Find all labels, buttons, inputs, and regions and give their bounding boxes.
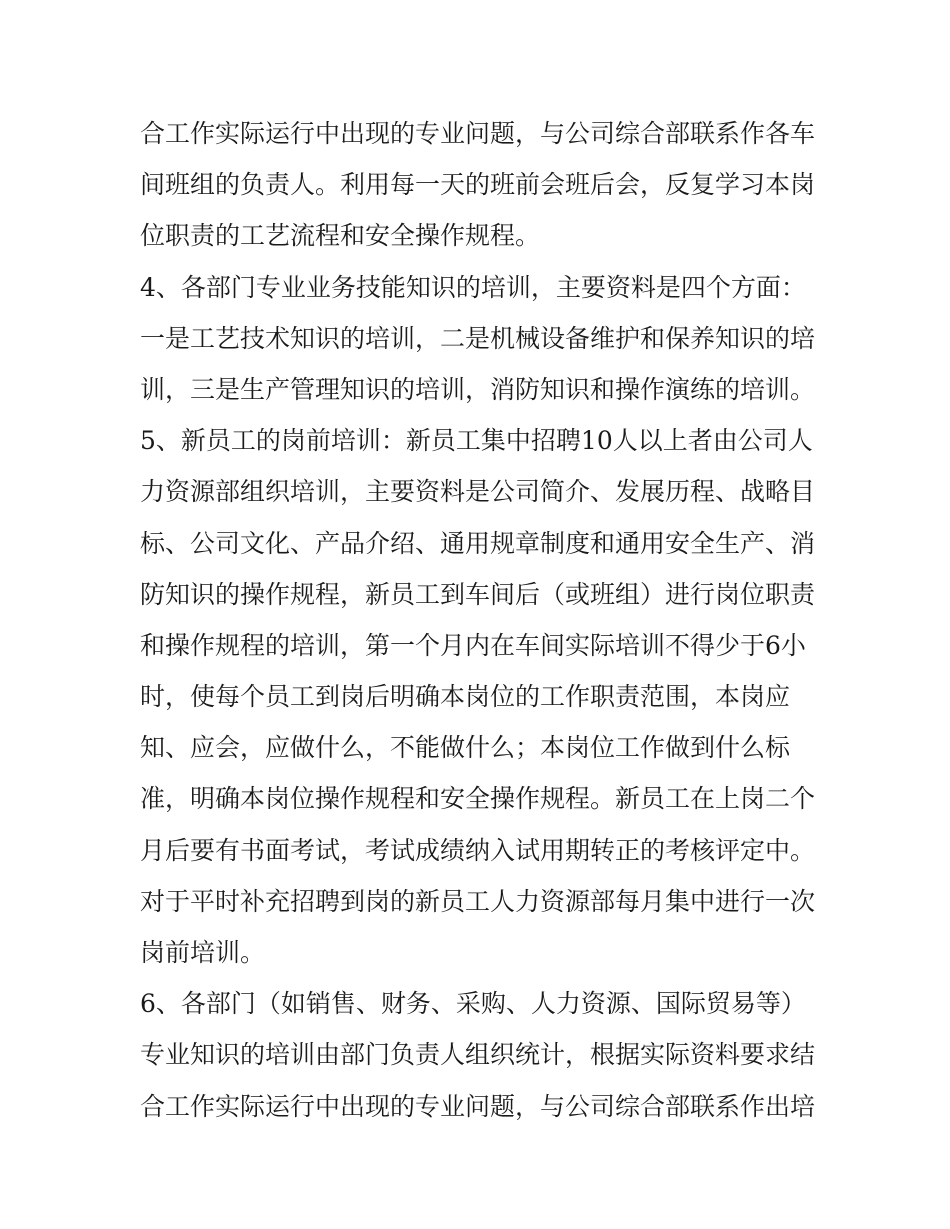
text-line-13: 知、应会，应做什么，不能做什么；本岗位工作做到什么标 — [140, 733, 791, 763]
text-line-9: 标、公司文化、产品介绍、通用规章制度和通用安全生产、消 — [140, 528, 816, 558]
text-line-2: 间班组的负责人。利用每一天的班前会班后会，反复学习本岗 — [140, 170, 816, 200]
text-line-17: 岗前培训。 — [140, 938, 266, 967]
text-line-4: 4、各部门专业业务技能知识的培训，主要资料是四个方面： — [140, 272, 806, 302]
text-line-6: 训，三是生产管理知识的培训，消防知识和操作演练的培训。 — [140, 374, 816, 404]
text-line-8: 力资源部组织培训，主要资料是公司简介、发展历程、战略目 — [140, 477, 816, 507]
text-line-5: 一是工艺技术知识的培训，二是机械设备维护和保养知识的培 — [140, 323, 816, 353]
text-line-10: 防知识的操作规程，新员工到车间后（或班组）进行岗位职责 — [140, 579, 816, 609]
text-line-19: 专业知识的培训由部门负责人组织统计，根据实际资料要求结 — [140, 1040, 816, 1070]
text-line-12: 时，使每个员工到岗后明确本岗位的工作职责范围，本岗应 — [140, 682, 791, 712]
text-line-16: 对于平时补充招聘到岗的新员工人力资源部每月集中进行一次 — [140, 886, 816, 916]
text-line-7: 5、新员工的岗前培训：新员工集中招聘10人以上者由公司人 — [140, 426, 813, 456]
body-text — [140, 108, 820, 1132]
text-line-14: 准，明确本岗位操作规程和安全操作规程。新员工在上岗二个 — [140, 784, 816, 814]
text-line-1: 合工作实际运行中出现的专业问题，与公司综合部联系作各车 — [140, 119, 816, 148]
text-line-11: 和操作规程的培训，第一个月内在车间实际培训不得少于6小 — [140, 630, 806, 660]
text-line-20: 合工作实际运行中出现的专业问题，与公司综合部联系作出培 — [140, 1091, 816, 1121]
text-line-15: 月后要有书面考试，考试成绩纳入试用期转正的考核评定中。 — [140, 835, 816, 865]
text-line-18: 6、各部门（如销售、财务、采购、人力资源、国际贸易等） — [140, 989, 806, 1019]
text-line-3: 位职责的工艺流程和安全操作规程。 — [140, 221, 541, 251]
